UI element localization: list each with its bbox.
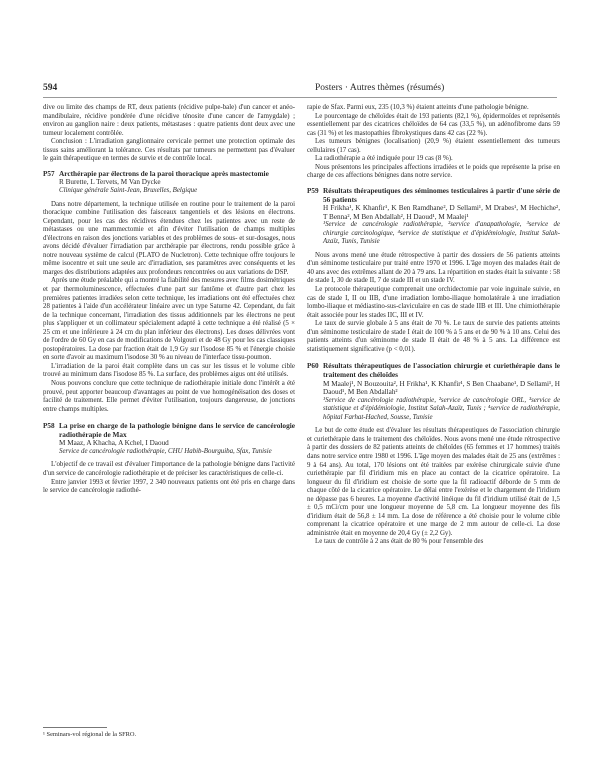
abstract-paragraph: L'irradiation de la paroi était complète dans un cas sur les tissus et le volume cible trouvé au minimum dans l'isodose 85 %. La surface, des problèmes aigus ont été utilisés. (43, 362, 295, 379)
abstract-affiliation: ¹Service de cancérologie radiothérapie, ²service d'anapathologie, ³service de chirurgie carcinologique, ⁴service de statistique et d'épidémiologie, Institut Salah-Azaïz, Tunis, Tunisie (323, 221, 560, 246)
abstract-p59 (307, 187, 560, 247)
abstract-authors: H Frikha¹, K Khanfir¹, K Ben Ramdhane², D Sellami¹, M Drabes¹, M Hechiche², T Benna², M Ben Abdallah², H Daoud¹, M Maalej¹ (323, 204, 560, 221)
running-head: Posters · Autres thèmes (résumés) (315, 83, 445, 93)
abstract-p57 (43, 170, 295, 196)
abstract-title: Arcthérapie par électrons de la paroi thoracique après mastectomie (59, 168, 269, 178)
right-intro-paragraph: Les tumeurs bénignes (localisation) (20,9 %) étaient essentiellement des tumeurs cellulaires (17 cas). (307, 138, 560, 154)
right-intro-paragraph: Le pourcentage de chéloïdes était de 193 patients (82,1 %), épidermoïdes et représentés essentiellement par des cicatrices chéloïdes de 64 cas (33,5 %), un adénofibrome dans 59 cas (31 %) et les mastopathies fibrokystiques dans 42 cas (22 %). (307, 112, 560, 137)
abstract-paragraph: Le protocole thérapeutique comprenait une orchidectomie par voie inguinale suivie, en cas de stade I, II ou IIB, d'une irradiation lombo-iliaque homolatérale à une irradiation lombo-iliaque et médiastino-sus-claviculaire en cas de stade IIB et III. Une chimiothérapie était associée pour les stades IIC, III et IV. (307, 286, 560, 319)
abstract-p58 (43, 422, 295, 456)
left-column (43, 104, 295, 496)
abstract-number: P60 (307, 362, 319, 371)
abstract-title: La prise en charge de la pathologie bénigne dans le service de cancérologie radiothérapie de Max (59, 421, 295, 439)
footnote-rule (43, 727, 107, 728)
abstract-authors: M Maalej¹, N Bouzouita², H Frikha¹, K Khanfir¹, S Ben Chaabane¹, D Sellami¹, H Daoud¹, M Ben Abdallah² (323, 379, 560, 397)
abstract-title: Résultats thérapeutiques de l'association chirurgie et curiethérapie dans le traitement des chéloïdes (323, 361, 560, 379)
page-number: 594 (43, 83, 58, 93)
abstract-paragraph: L'objectif de ce travail est d'évaluer l'importance de la pathologie bénigne dans l'activité d'un service de cancérologie radiothérapie et de préciser les caractéristiques de celle-ci. (43, 461, 295, 478)
abstract-paragraph: Le taux de survie globale à 5 ans était de 70 %. Le taux de survie des patients atteints d'un séminome testiculaire de stade I était de 100 % à 5 ans et de 90 % à 10 ans. Celui des patients atteints d'un séminome de stade II était de 48 % à 5 ans. La différence est statistiquement significative (p < 0,01). (307, 320, 560, 353)
abstract-authors: R Burette, L Tervets, M Van Dycke (59, 178, 161, 187)
header-rule (43, 97, 557, 98)
abstract-paragraph: Après une étude préalable qui a montré la fiabilité des mesures avec films dosimétriques et par thermoluminescence, effectuées d'une part sur fantôme et d'autre part chez les premières patientes irradiées selon cette technique, les irradiations ont été effectuées chez 28 patientes à l'aide d'un accélérateur linéaire avec un type Saturne 42. Cependant, du fait de la technique concernant, l'irradiation des tissus additionnels par les électrons ne peut plus s'appliquer et un collimateur spécialement adapté à cette technique a été réalisé (5 × 25 cm et une inférieure à 24 cm du plan inférieur des électrons). Les doses délivrées vont de l'ordre de 60 Gy en cas de modifications de Volgouri et de 48 Gy pour les cas classiques postopératoires. La dose par fraction était de 1,9 Gy sur l'isodose 85 % et l'énergie choisie en sorte d'avoir au maximum l'isodose 30 % au niveau de l'interface tissu-poumon. (43, 277, 295, 362)
abstract-paragraph: Nous pouvons conclure que cette technique de radiothérapie initiale donc l'intérêt a été prouvé, peut apporter beaucoup d'avantages au point de vue homogénéisation des doses et facilité de traitement. Elle permet d'éviter l'utilisation, toujours dangereuse, de jonctions entre champs multiples. (43, 380, 295, 413)
abstract-affiliation: ¹Service de cancérologie radiothérapie, ²service de cancérologie ORL, ³service de statistique et d'épidémiologie, Institut Salah-Azaïz, Tunis ; ⁴service de radiothérapie, hôpital Farhat-Hached, Sousse, Tunisie (323, 396, 560, 421)
abstract-title: Résultats thérapeutiques des séminomes testiculaires à partir d'une série de 56 patients (323, 185, 560, 204)
abstract-affiliation: Clinique générale Saint-Jean, Bruxelles, Belgique (59, 186, 198, 194)
abstract-number: P59 (307, 186, 319, 195)
abstract-paragraph: Le taux de contrôle à 2 ans était de 80 % pour l'ensemble des (315, 538, 484, 546)
abstract-affiliation: Service de cancérologie radiothérapie, CHU Habib-Bourguiba, Sfax, Tunisie (59, 447, 272, 455)
right-intro-paragraph: Nous présentons les principales affections irradiées et le poids que représente la prise en charge de ces affections bénignes dans notre service. (307, 163, 560, 180)
footnote (43, 727, 295, 739)
left-intro-paragraph: Conclusion : L'irradiation ganglionnaire cervicale permet une protection optimale des tissus sains améliorant la tolérance. Ces résultats par tumeurs ne permettent pas d'évaluer le gain thérapeutique en termes de survie et de contrôle local. (43, 138, 295, 163)
left-intro-paragraph: dive ou limite des champs de RT, deux patients (récidive pulpe-bale) d'un cancer et anéo-mandibulaire, récidive pondérée d'une récidive ténosite d'une cancer de l'amygdale) ; environ au ganglion naire : deux patients, métastases : quatre patients dont deux avec une tumeur localement contrôlée. (43, 104, 295, 137)
right-column (307, 104, 560, 547)
right-intro-paragraph: rapie de Sfax. Parmi eux, 235 (10,3 %) étaient atteints d'une pathologie bénigne. (307, 104, 529, 111)
page-header (43, 83, 557, 97)
abstract-paragraph: Entre janvier 1993 et février 1997, 2 340 nouveaux patients ont été pris en charge dans le service de cancérologie radiothé- (43, 478, 295, 495)
abstract-authors: M Maaz, A Khacha, A Kchel, I Daoud (59, 439, 169, 448)
footnote-text: ¹ Seminars-vol régional de la SFRO. (43, 731, 137, 738)
abstract-paragraph: Le but de cette étude est d'évaluer les résultats thérapeutiques de l'association chirurgie et curiethérapie dans le traitement des chéloïdes. Nous avons mené une étude rétrospective à partir des dossiers de 82 patients atteints de chéloïdes (65 femmes et 17 hommes) traités dans notre service entre 1980 et 1996. L'âge moyen des malades était de 25 ans (extrêmes : 9 à 64 ans). Au total, 170 lésions ont été traitées par exérèse chirurgicale suivie d'une curiethérapie par fil d'iridium mis en place au contact de la cicatrice opératoire. La longueur du fil d'iridium est choisie de sorte que la fil radioactif déborde de 5 mm de chaque côté de la cicatrice opératoire. Le délai entre l'exérèse et le chargement de l'iridium ne dépasse pas 6 heures. La moyenne d'activité linéique du fil d'iridium utilisé était de 1,5 ± 0,5 mCi/cm pour une longueur moyenne de 5,8 cm. La longueur moyenne des fils d'iridium était de 56,8 ± 14 mm. La dose de référence a été choisie pour le volume cible comprenant la cicatrice opératoire et une marge de 2 mm autour de celle-ci. La dose administrée était en moyenne de 20,4 Gy (± 2,2 Gy). (307, 427, 560, 537)
abstract-p60 (307, 362, 560, 422)
abstract-number: P58 (43, 422, 55, 431)
abstract-paragraph: Nous avons mené une étude rétrospective à partir des dossiers de 56 patients atteints d'un séminome testiculaire pur traité entre 1970 et 1996. L'âge moyen des malades était de 40 ans avec des extrêmes allant de 20 à 79 ans. La répartition en stades était la suivante : 58 de stade I, 30 de stade II, 7 de stade III et un stade IV. (307, 251, 560, 285)
abstract-paragraph: Dans notre département, la technique utilisée en routine pour le traitement de la paroi thoracique combine l'utilisation des faisceaux tangentiels et des lésions en électrons. Cependant, pour les cas des récidives étendues chez les patientes avec un reste de métastases ou une mammectomie et afin d'éviter l'utilisation de champs multiples d'électrons en raison des jonctions variables et des problèmes de sous- et sur-dosages, nous avons décidé d'évaluer l'irradiation par arcthérapie par électrons, rendu possible grâce à notre nouveau système de calcul (PLATO de Nucletron). Cette technique offre toujours le même isocentre et suit une seule arc d'irradiation, ses paramètres avec conséquents et les marges des distributions adaptées aux profondeurs rencontrées ou aux variations de DSP. (43, 200, 295, 276)
abstract-number: P57 (43, 169, 55, 178)
right-intro-paragraph: La radiothérapie a été indiquée pour 19 cas (8 %). (315, 155, 453, 163)
